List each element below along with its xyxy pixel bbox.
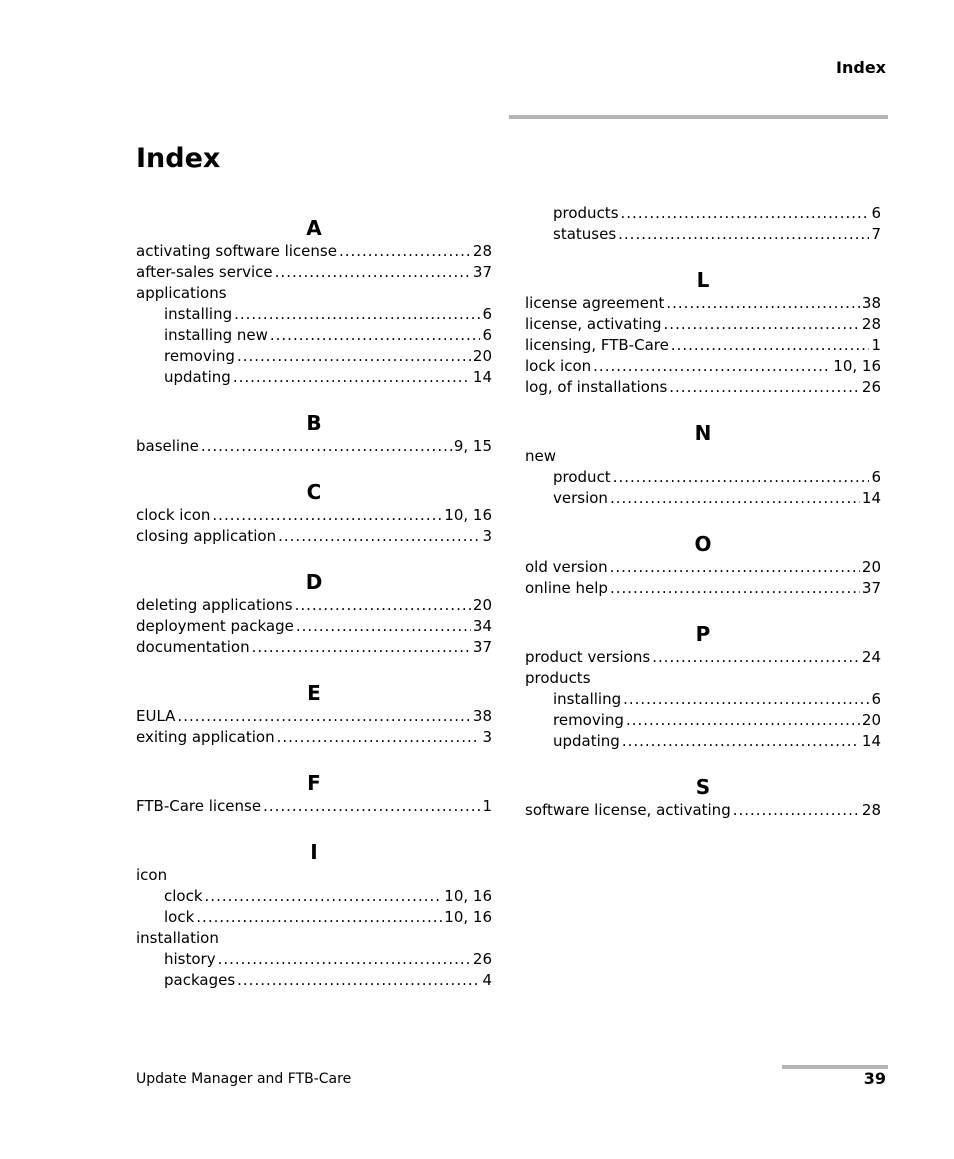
index-subentry — [525, 203, 881, 224]
index-page-ref: 6 — [871, 690, 881, 708]
index-page-ref: 1 — [482, 797, 492, 815]
dot-leader — [212, 505, 442, 526]
index-subentry — [525, 731, 881, 752]
dot-leader — [277, 727, 481, 748]
dot-leader — [593, 356, 831, 377]
index-letter: F — [307, 771, 321, 795]
index-page-ref: 6 — [482, 305, 492, 323]
index-page-ref: 28 — [472, 242, 492, 260]
dot-leader — [201, 436, 452, 457]
running-head: Index — [836, 58, 886, 77]
index-term: history — [164, 950, 216, 968]
index-term: licensing, FTB-Care — [525, 336, 669, 354]
index-term: installing — [553, 690, 622, 708]
index-page-ref: 20 — [861, 711, 881, 729]
index-page-ref: 26 — [861, 378, 881, 396]
index-entry — [136, 241, 492, 262]
index-page-ref: 26 — [472, 950, 492, 968]
index-page-ref: 6 — [871, 468, 881, 486]
index-page-ref: 14 — [472, 368, 492, 386]
index-page-ref: 28 — [861, 315, 881, 333]
index-subentry — [136, 907, 492, 928]
index-entry — [525, 557, 881, 578]
index-entry — [525, 668, 881, 689]
index-term: deleting applications — [136, 596, 293, 614]
dot-leader — [177, 706, 470, 727]
index-term: version — [553, 489, 608, 507]
index-entry — [525, 578, 881, 599]
index-term: new — [525, 447, 557, 465]
index-page-ref: 20 — [861, 558, 881, 576]
dot-leader — [339, 241, 471, 262]
index-term: product versions — [525, 648, 651, 666]
index-letter: E — [307, 681, 321, 705]
index-letter: I — [310, 840, 318, 864]
index-page-ref: 24 — [861, 648, 881, 666]
index-term: license, activating — [525, 315, 662, 333]
index-page-ref: 10, 16 — [444, 887, 492, 905]
index-term: exiting application — [136, 728, 275, 746]
index-term: FTB-Care license — [136, 797, 262, 815]
index-page-ref: 20 — [472, 596, 492, 614]
index-term: statuses — [553, 225, 617, 243]
index-subentry — [136, 325, 492, 346]
index-entry — [136, 796, 492, 817]
index-term: deployment package — [136, 617, 294, 635]
index-term: products — [553, 204, 619, 222]
index-term: old version — [525, 558, 608, 576]
index-entry — [525, 446, 881, 467]
dot-leader — [666, 293, 860, 314]
page-number: 39 — [863, 1069, 886, 1088]
index-entry — [136, 706, 492, 727]
dot-leader — [610, 557, 860, 578]
index-subentry — [136, 367, 492, 388]
index-page-ref: 14 — [861, 489, 881, 507]
index-entry — [525, 647, 881, 668]
index-term: product — [553, 468, 611, 486]
dot-leader — [623, 689, 869, 710]
index-subentry — [136, 304, 492, 325]
index-entry — [136, 526, 492, 547]
index-term: installing new — [164, 326, 268, 344]
index-term: software license, activating — [525, 801, 731, 819]
index-column-left — [136, 215, 492, 991]
index-page-ref: 9, 15 — [453, 437, 492, 455]
index-term: updating — [553, 732, 620, 750]
index-subentry — [525, 689, 881, 710]
index-letter: N — [694, 421, 712, 445]
index-term: after-sales service — [136, 263, 273, 281]
index-entry — [136, 262, 492, 283]
index-entry — [136, 505, 492, 526]
index-term: applications — [136, 284, 227, 302]
dot-leader — [196, 907, 442, 928]
index-entry — [525, 314, 881, 335]
index-subentry — [525, 467, 881, 488]
index-entry — [525, 800, 881, 821]
index-page-ref: 34 — [472, 617, 492, 635]
index-page-ref: 14 — [861, 732, 881, 750]
index-page-ref: 3 — [482, 728, 492, 746]
dot-leader — [270, 325, 481, 346]
index-subentry — [525, 224, 881, 245]
dot-leader — [626, 710, 860, 731]
dot-leader — [618, 224, 869, 245]
index-entry — [136, 616, 492, 637]
dot-leader — [278, 526, 480, 547]
index-letter: S — [695, 775, 711, 799]
dot-leader — [610, 488, 860, 509]
index-subentry — [525, 488, 881, 509]
index-page-ref: 7 — [871, 225, 881, 243]
dot-leader — [664, 314, 860, 335]
footer-doc-title: Update Manager and FTB-Care — [136, 1071, 352, 1087]
dot-leader — [621, 203, 870, 224]
page-title: Index — [136, 143, 221, 174]
dot-leader — [613, 467, 870, 488]
index-letter: B — [306, 411, 322, 435]
index-page-ref: 4 — [482, 971, 492, 989]
index-term: online help — [525, 579, 608, 597]
index-page-ref: 28 — [861, 801, 881, 819]
index-term: packages — [164, 971, 236, 989]
index-term: installation — [136, 929, 219, 947]
index-entry — [525, 293, 881, 314]
index-page-ref: 37 — [472, 263, 492, 281]
index-entry — [136, 928, 492, 949]
dot-leader — [275, 262, 471, 283]
dot-leader — [237, 970, 480, 991]
index-term: closing application — [136, 527, 277, 545]
index-letter: L — [696, 268, 710, 292]
index-entry — [136, 637, 492, 658]
index-term: removing — [164, 347, 235, 365]
dot-leader — [295, 595, 471, 616]
index-entry — [525, 377, 881, 398]
index-term: lock icon — [525, 357, 592, 375]
index-entry — [136, 865, 492, 886]
index-term: icon — [136, 866, 168, 884]
index-subentry — [136, 949, 492, 970]
dot-leader — [296, 616, 471, 637]
index-term: license agreement — [525, 294, 665, 312]
header-rule — [509, 115, 888, 119]
index-page-ref: 10, 16 — [444, 506, 492, 524]
dot-leader — [234, 304, 480, 325]
index-subentry — [525, 710, 881, 731]
index-term: installing — [164, 305, 233, 323]
index-term: clock icon — [136, 506, 211, 524]
index-entry — [136, 595, 492, 616]
index-letter: A — [306, 216, 322, 240]
index-column-right — [525, 203, 881, 821]
dot-leader — [205, 886, 443, 907]
dot-leader — [252, 637, 471, 658]
index-term: EULA — [136, 707, 176, 725]
index-entry — [136, 727, 492, 748]
index-page-ref: 38 — [472, 707, 492, 725]
index-term: products — [525, 669, 591, 687]
dot-leader — [669, 377, 860, 398]
index-letter: O — [694, 532, 712, 556]
index-term: log, of installations — [525, 378, 668, 396]
dot-leader — [622, 731, 860, 752]
index-entry — [136, 436, 492, 457]
index-page-ref: 6 — [482, 326, 492, 344]
dot-leader — [233, 367, 471, 388]
index-term: activating software license — [136, 242, 337, 260]
dot-leader — [733, 800, 860, 821]
dot-leader — [263, 796, 480, 817]
index-entry — [525, 335, 881, 356]
index-page-ref: 1 — [871, 336, 881, 354]
index-page-ref: 3 — [482, 527, 492, 545]
index-page-ref: 6 — [871, 204, 881, 222]
index-page-ref: 10, 16 — [444, 908, 492, 926]
dot-leader — [237, 346, 471, 367]
index-subentry — [136, 886, 492, 907]
index-letter: D — [305, 570, 323, 594]
index-term: lock — [164, 908, 195, 926]
index-entry — [136, 283, 492, 304]
index-term: clock — [164, 887, 203, 905]
index-entry — [525, 356, 881, 377]
index-term: documentation — [136, 638, 250, 656]
index-term: removing — [553, 711, 624, 729]
dot-leader — [610, 578, 860, 599]
index-page-ref: 10, 16 — [833, 357, 881, 375]
dot-leader — [218, 949, 471, 970]
index-letter: C — [306, 480, 322, 504]
index-subentry — [136, 346, 492, 367]
index-page-ref: 37 — [472, 638, 492, 656]
index-term: baseline — [136, 437, 199, 455]
index-page-ref: 38 — [861, 294, 881, 312]
dot-leader — [671, 335, 870, 356]
index-term: updating — [164, 368, 231, 386]
index-page-ref: 37 — [861, 579, 881, 597]
index-subentry — [136, 970, 492, 991]
index-letter: P — [695, 622, 711, 646]
dot-leader — [652, 647, 860, 668]
index-page-ref: 20 — [472, 347, 492, 365]
